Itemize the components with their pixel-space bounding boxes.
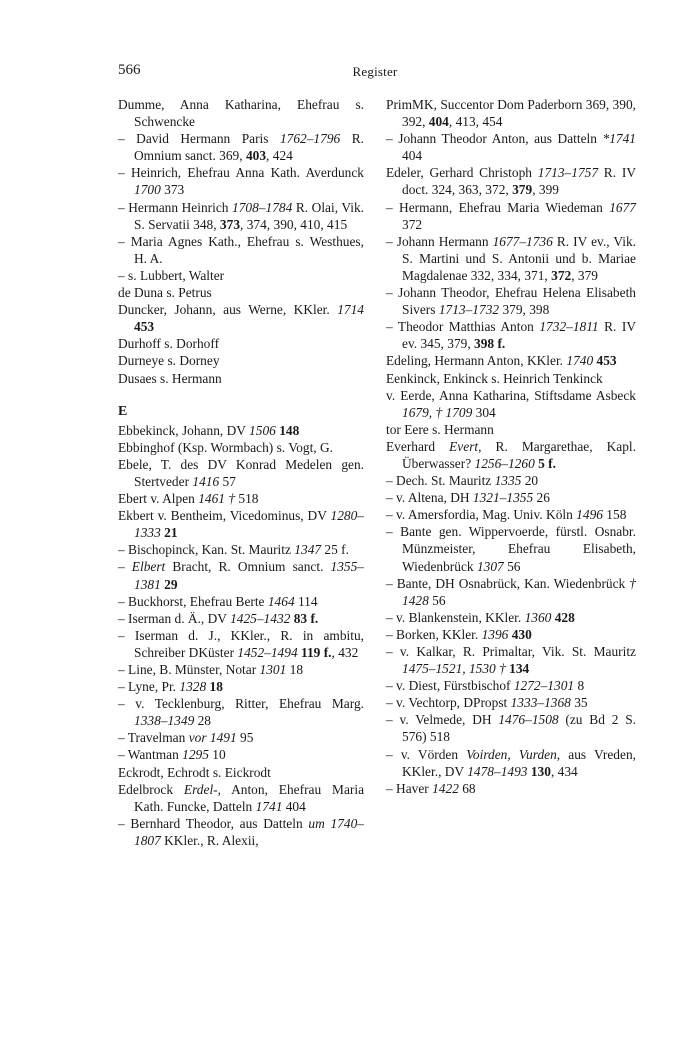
index-entry <box>386 746 636 780</box>
entry-text-segment: 1338–1349 <box>134 713 195 729</box>
entry-text-segment: , 413, 454 <box>448 114 503 130</box>
entry-text-segment: (zu Bd 2 S. 576) 518 <box>402 712 636 745</box>
entry-text-segment: 5 f. <box>538 455 556 471</box>
entry-text-segment: 453 <box>596 353 617 369</box>
index-entry <box>386 233 636 284</box>
entry-text-segment: 1328 <box>179 679 207 695</box>
entry-text-segment: 1355–1381 <box>134 559 364 592</box>
entry-text-segment: , 424 <box>266 148 293 164</box>
entry-text-segment: R. IV ev., Vik. S. Martini und S. Antonii und b. Mariae Magdalenae 332, 334, 371, <box>402 233 636 283</box>
entry-text-segment: – Hermann Heinrich <box>118 199 233 215</box>
entry-text-segment: – v. Diest, Fürstbischof <box>386 678 514 694</box>
entry-text-segment: – Wantman <box>118 747 183 763</box>
entry-text-segment: 453 <box>134 319 155 335</box>
entry-text-segment: tor Eere s. Hermann <box>386 421 494 437</box>
entry-text-segment: R. IV ev. 345, 379, <box>402 319 636 352</box>
index-entry <box>386 677 636 694</box>
entry-text-segment: vor 1491 <box>188 730 237 746</box>
entry-text-segment: 119 f. <box>301 644 332 660</box>
entry-text-segment: 1713–1757 <box>537 165 599 181</box>
entry-text-segment: – Line, B. Münster, Notar <box>118 662 260 677</box>
entry-text-segment: – v. Kalkar, R. Primaltar, Vik. St. Mauritz <box>386 644 636 659</box>
entry-text-segment: 21 <box>164 525 178 541</box>
entry-text-segment: – Haver <box>386 780 433 796</box>
entry-text-segment: 28 <box>194 713 212 729</box>
entry-text-segment: 1333–1368 <box>510 695 571 711</box>
entry-text-segment: – <box>118 559 132 575</box>
index-entry <box>386 421 636 438</box>
index-entry <box>118 541 364 558</box>
entry-text-segment: R. Olai, Vik. S. Servatii 348, <box>134 199 364 232</box>
entry-text-segment: , 374, 390, 410, 415 <box>240 216 348 232</box>
entry-text-segment: 57 <box>219 473 236 489</box>
entry-text-segment: de Duna s. Petrus <box>118 285 212 301</box>
index-entry <box>118 815 364 849</box>
index-entry <box>386 643 636 677</box>
entry-text-segment: 1461 † <box>198 491 239 507</box>
index-entry <box>386 626 636 643</box>
entry-text-segment: – Hermann, Ehefrau Maria Wiedeman <box>386 199 610 215</box>
entry-text-segment: – v. Vörden <box>386 746 467 762</box>
entry-text-segment: 372 <box>402 216 423 232</box>
entry-text-segment: 1272–1301 <box>513 678 575 694</box>
index-entry <box>386 130 636 164</box>
entry-text-segment: , R. Margarethae, Kapl. Überwasser? <box>402 438 637 471</box>
index-entry <box>386 284 636 318</box>
entry-text-segment: 1347 <box>294 542 322 558</box>
index-entry <box>386 489 636 506</box>
entry-text-segment: 1478–1493 <box>467 763 528 779</box>
entry-text-segment: 430 <box>511 626 532 642</box>
entry-text-segment: – v. Amersfordia, Mag. Univ. Köln <box>386 507 577 523</box>
entry-text-segment: Eenkinck, Enkinck s. Heinrich Tenkinck <box>386 370 603 386</box>
entry-text-segment: 373 <box>219 216 241 232</box>
entry-text-segment: Ekbert v. Bentheim, Vicedominus, DV <box>118 508 331 524</box>
entry-text-segment: 83 f. <box>293 610 319 626</box>
entry-text-segment: Durhoff s. Dorhoff <box>118 336 220 352</box>
entry-text-segment: – Buckhorst, Ehefrau Berte <box>118 593 268 609</box>
index-entry <box>386 370 636 387</box>
entry-text-segment: – Johann Hermann <box>386 233 493 249</box>
entry-text-segment: Ebbinghof (Ksp. Wormbach) s. Vogt, G. <box>118 439 334 455</box>
index-entry <box>118 267 364 284</box>
index-column-left <box>118 96 364 849</box>
entry-text-segment: 20 <box>521 473 539 489</box>
entry-text-segment: – Johann Theodor, Ehefrau Helena Elisabeth Sivers <box>386 285 636 318</box>
entry-text-segment: , 379 <box>571 267 598 283</box>
entry-text-segment: Erdel- <box>183 781 218 797</box>
entry-text-segment: 1677–1736 <box>492 233 553 249</box>
entry-text-segment: PrimMK, Succentor Dom Paderborn 369, 390, 392, <box>386 97 636 130</box>
entry-text-segment: Eckrodt, Echrodt s. Eickrodt <box>118 764 271 780</box>
entry-text-segment: † 1428 <box>402 575 636 608</box>
entry-text-segment: KKler., R. Alexii, <box>160 832 259 848</box>
entry-text-segment: 304 <box>472 404 496 420</box>
entry-text-segment: 1714 <box>337 302 364 318</box>
entry-text-segment: 1360 <box>524 609 552 625</box>
entry-text-segment: 18 <box>209 679 223 695</box>
entry-text-segment: – Bernhard Theodor, aus Datteln <box>118 815 309 831</box>
index-entry <box>118 610 364 627</box>
entry-text-segment: Voirden, Vurden <box>466 746 557 762</box>
page-number: 566 <box>118 62 141 78</box>
entry-text-segment: 95 <box>236 730 254 746</box>
index-entry <box>118 729 364 746</box>
entry-text-segment: – Bante, DH Osnabrück, Kan. Wiedenbrück <box>386 575 630 591</box>
index-entry <box>118 781 364 815</box>
index-entry <box>118 301 364 335</box>
entry-text-segment: 398 f. <box>474 336 506 352</box>
entry-text-segment: 1464 <box>267 593 295 609</box>
entry-text-segment: 1679, † 1709 <box>402 404 473 420</box>
entry-text-segment: 29 <box>164 576 178 592</box>
entry-text-segment: 158 <box>602 507 627 523</box>
entry-text-segment: , 432 <box>331 644 359 660</box>
entry-text-segment: R. Omnium sanct. 369, <box>134 131 364 164</box>
entry-text-segment: 1422 <box>432 780 459 796</box>
index-entry <box>386 318 636 352</box>
entry-text-segment: 130 <box>530 763 551 779</box>
entry-text-segment: 1321–1355 <box>472 490 534 506</box>
entry-text-segment: , 399 <box>532 182 559 198</box>
entry-text-segment: 1708–1784 <box>232 199 293 215</box>
entry-text-segment: 1741 <box>255 798 283 814</box>
index-entry <box>386 387 636 421</box>
entry-text-segment: v. Eerde, Anna Katharina, Stiftsdame Asbeck <box>386 387 636 403</box>
index-entry <box>118 456 364 490</box>
entry-text-segment: 8 <box>574 678 585 694</box>
entry-text-segment: Edeler, Gerhard Christoph <box>386 165 538 181</box>
entry-text-segment: 1496 <box>576 507 603 523</box>
entry-text-segment: 372 <box>551 267 572 283</box>
entry-text-segment: 404 <box>428 114 449 130</box>
index-entry <box>118 661 364 678</box>
index-entry <box>118 130 364 164</box>
index-entry <box>118 422 364 439</box>
entry-text-segment: – Lyne, Pr. <box>118 679 180 695</box>
index-entry <box>386 711 636 745</box>
entry-text-segment: 1732–1811 <box>539 319 599 335</box>
entry-text-segment: 10 <box>208 747 226 763</box>
entry-text-segment: 35 <box>570 695 588 711</box>
entry-text-segment: Elbert <box>131 559 166 575</box>
index-entry <box>118 593 364 610</box>
index-entry <box>118 96 364 130</box>
index-entry <box>386 438 636 472</box>
entry-text-segment: – Maria Agnes Kath., Ehefrau s. Westhues, H. A. <box>118 233 364 266</box>
entry-text-segment: – Iserman d. J., KKler., R. in ambitu, Schreiber DKüster <box>118 627 364 660</box>
index-entry <box>118 284 364 301</box>
index-column-right <box>386 96 636 797</box>
entry-text-segment: 26 <box>533 490 550 506</box>
entry-text-segment: Durneye s. Dorney <box>118 353 220 369</box>
entry-text-segment: , Anton, Ehefrau Maria Kath. Funcke, Datteln <box>134 781 365 814</box>
entry-text-segment: 56 <box>428 592 446 608</box>
entry-text-segment: 373 <box>160 182 185 198</box>
index-entry <box>118 695 364 729</box>
entry-text-segment: – v. Tecklenburg, Ritter, Ehefrau Marg. <box>118 696 364 712</box>
index-entry <box>386 472 636 489</box>
index-entry <box>386 694 636 711</box>
entry-text-segment: Everhard <box>386 438 450 454</box>
index-entry <box>118 164 364 198</box>
entry-text-segment: 1301 <box>259 662 287 677</box>
section-letter: E <box>118 403 128 419</box>
entry-text-segment: 114 <box>294 593 318 609</box>
index-entry <box>386 506 636 523</box>
entry-text-segment: 68 <box>458 780 476 796</box>
entry-text-segment: 1280–1333 <box>134 508 364 541</box>
index-entry <box>118 490 364 507</box>
index-entry <box>386 523 636 574</box>
entry-text-segment: 134 <box>509 661 530 677</box>
entry-text-segment: Bracht, R. Omnium sanct. <box>165 559 331 575</box>
entry-text-segment: 1476–1508 <box>498 712 559 728</box>
entry-text-segment: Duncker, Johann, aus Werne, KKler. <box>118 302 338 318</box>
entry-text-segment: – Johann Theodor Anton, aus Datteln <box>386 131 603 147</box>
index-entry <box>118 764 364 781</box>
index-entry <box>118 335 364 352</box>
index-entry <box>118 627 364 661</box>
entry-text-segment: 1452–1494 <box>237 644 298 660</box>
entry-text-segment: Evert <box>449 438 479 454</box>
entry-text-segment: 1425–1432 <box>230 610 291 626</box>
entry-text-segment: 1335 <box>494 473 522 489</box>
entry-text-segment: *1741 <box>602 131 636 147</box>
entry-text-segment: – s. Lubbert, Walter <box>118 267 225 283</box>
index-entry <box>386 780 636 797</box>
index-entry <box>118 233 364 267</box>
entry-text-segment: Dumme, Anna Katharina, Ehefrau s. Schwencke <box>118 97 364 130</box>
entry-text-segment: 1700 <box>134 182 161 198</box>
entry-text-segment: 1762–1796 <box>279 131 341 147</box>
entry-text-segment: – Dech. St. Mauritz <box>386 473 495 489</box>
entry-text-segment: – v. Velmede, DH <box>386 712 499 728</box>
index-entry <box>118 558 364 592</box>
entry-text-segment: 518 <box>238 491 259 507</box>
entry-text-segment: – v. Blankenstein, KKler. <box>386 609 525 625</box>
entry-text-segment: 379, 398 <box>499 302 550 318</box>
index-entry <box>386 199 636 233</box>
entry-text-segment: 1740 <box>566 353 594 369</box>
entry-text-segment: um 1740–1807 <box>134 815 364 848</box>
entry-text-segment: 18 <box>286 662 304 677</box>
entry-text-segment: 25 f. <box>321 542 349 558</box>
entry-text-segment: – v. Vechtorp, DPropst <box>386 695 511 711</box>
entry-text-segment: , 434 <box>550 763 578 779</box>
entry-text-segment: 1295 <box>182 747 209 763</box>
index-entry <box>118 678 364 695</box>
entry-text-segment: 148 <box>279 422 300 438</box>
entry-text-segment: 1506 <box>249 422 276 438</box>
index-entry <box>386 575 636 609</box>
index-entry <box>118 507 364 541</box>
entry-text-segment: – v. Altena, DH <box>386 490 473 506</box>
entry-text-segment: , aus Vreden, KKler., DV <box>402 746 636 779</box>
entry-text-segment: 1713–1732 <box>438 302 500 318</box>
index-entry <box>118 439 364 456</box>
running-head: Register <box>352 64 398 79</box>
entry-text-segment: 379 <box>512 182 533 198</box>
entry-text-segment: – Bischopinck, Kan. St. Mauritz <box>118 542 295 558</box>
index-entry-continued <box>386 96 636 130</box>
entry-text-segment: Ebele, T. des DV Konrad Medelen gen. Stertveder <box>118 456 364 489</box>
index-entry <box>118 370 364 387</box>
entry-text-segment: – Bante gen. Wippervoerde, fürstl. Osnabr. Münzmeister, Ehefrau Elisabeth, Wiedenbrück <box>386 524 636 574</box>
entry-text-segment: 1475–1521, 1530 † <box>402 661 506 677</box>
entry-text-segment: – David Hermann Paris <box>118 131 280 147</box>
entry-text-segment: 404 <box>282 798 306 814</box>
entry-text-segment: – Heinrich, Ehefrau Anna Kath. Averdunck <box>118 165 364 181</box>
entry-text-segment: R. IV doct. 324, 363, 372, <box>402 165 636 198</box>
entry-text-segment: – Theodor Matthias Anton <box>386 319 540 335</box>
entry-text-segment: – Borken, KKler. <box>386 626 482 642</box>
index-entry <box>118 746 364 763</box>
entry-text-segment: Ebbekinck, Johann, DV <box>118 422 250 438</box>
index-entry <box>386 352 636 369</box>
index-entry <box>386 164 636 198</box>
entry-text-segment: 404 <box>402 148 423 164</box>
index-entry <box>118 199 364 233</box>
entry-text-segment: Dusaes s. Hermann <box>118 370 222 386</box>
entry-text-segment: 428 <box>554 609 575 625</box>
entry-text-segment: – Iserman d. Ä., DV <box>118 610 231 626</box>
entry-text-segment: Edeling, Hermann Anton, KKler. <box>386 353 567 369</box>
entry-text-segment: Ebert v. Alpen <box>118 491 199 507</box>
entry-text-segment: 56 <box>503 558 521 574</box>
entry-text-segment: – Travelman <box>118 730 189 746</box>
index-entry <box>386 609 636 626</box>
entry-text-segment: 1307 <box>476 558 504 574</box>
entry-text-segment: 1416 <box>192 473 220 489</box>
entry-text-segment: Edelbrock <box>118 781 184 797</box>
entry-text-segment: 1256–1260 <box>474 455 535 471</box>
entry-text-segment: 1396 <box>481 626 509 642</box>
index-entry <box>118 352 364 369</box>
entry-text-segment: 403 <box>245 148 267 164</box>
entry-text-segment: 1677 <box>609 199 636 215</box>
